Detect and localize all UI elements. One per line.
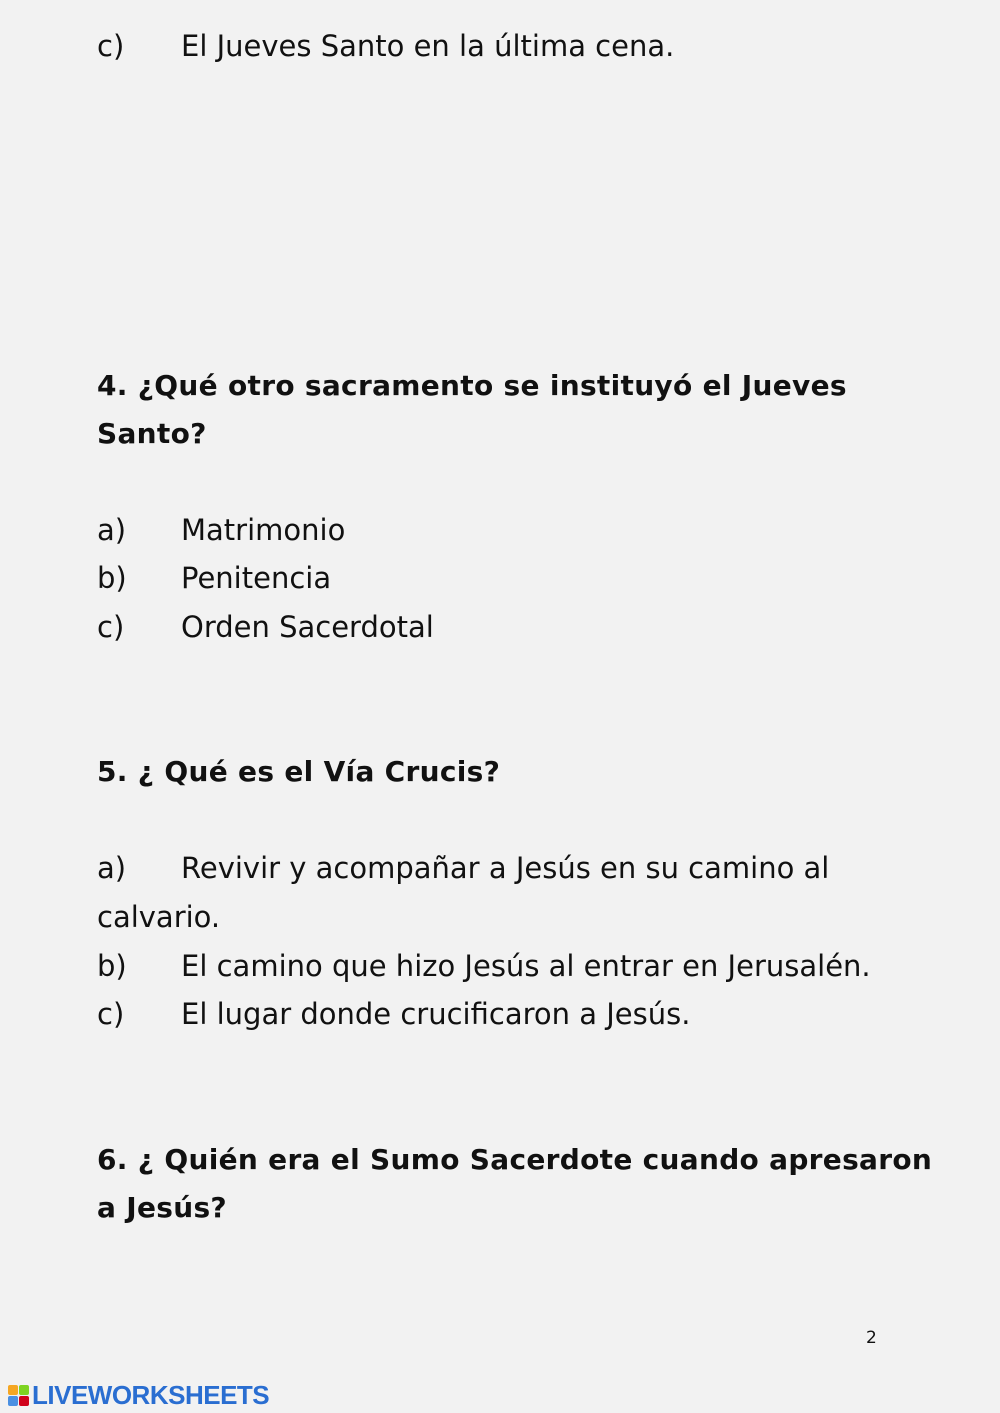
question-6-title-line1: 6. ¿ Quién era el Sumo Sacerdote cuando apresaron bbox=[97, 1143, 933, 1176]
question-4-option-a bbox=[97, 510, 345, 550]
question-5-option-a-continuation: calvario. bbox=[97, 900, 221, 934]
question-5-option-c bbox=[97, 994, 690, 1034]
question-5-option-b bbox=[97, 946, 871, 986]
option-text: Orden Sacerdotal bbox=[181, 610, 434, 644]
option-letter: a) bbox=[97, 513, 127, 547]
question-5-option-a bbox=[97, 848, 829, 888]
option-letter: b) bbox=[97, 561, 127, 595]
option-text: Matrimonio bbox=[181, 513, 346, 547]
question-5-title: 5. ¿ Qué es el Vía Crucis? bbox=[97, 755, 501, 788]
question-6-title-line2: a Jesús? bbox=[97, 1191, 227, 1224]
option-text: Penitencia bbox=[181, 561, 332, 595]
option-letter: c) bbox=[97, 29, 125, 63]
liveworksheets-logo bbox=[8, 1380, 269, 1410]
question-4-title-line2: Santo? bbox=[97, 417, 207, 450]
brand-name: LIVEWORKSHEETS bbox=[32, 1379, 270, 1410]
logo-tiles-icon bbox=[8, 1385, 29, 1406]
page-number: 2 bbox=[866, 1328, 877, 1348]
option-text: El Jueves Santo en la última cena. bbox=[181, 29, 675, 63]
question-4-option-c bbox=[97, 607, 434, 647]
question-4-title-line1: 4. ¿Qué otro sacramento se instituyó el Jueves bbox=[97, 369, 847, 402]
option-letter: c) bbox=[97, 997, 125, 1031]
option-letter: b) bbox=[97, 949, 127, 983]
option-letter: c) bbox=[97, 610, 125, 644]
option-c-previous bbox=[97, 26, 674, 66]
option-text: El lugar donde crucificaron a Jesús. bbox=[181, 997, 691, 1031]
question-4-option-b bbox=[97, 558, 331, 598]
option-letter: a) bbox=[97, 851, 127, 885]
option-text: El camino que hizo Jesús al entrar en Jerusalén. bbox=[181, 949, 871, 983]
option-text: Revivir y acompañar a Jesús en su camino al bbox=[181, 851, 830, 885]
